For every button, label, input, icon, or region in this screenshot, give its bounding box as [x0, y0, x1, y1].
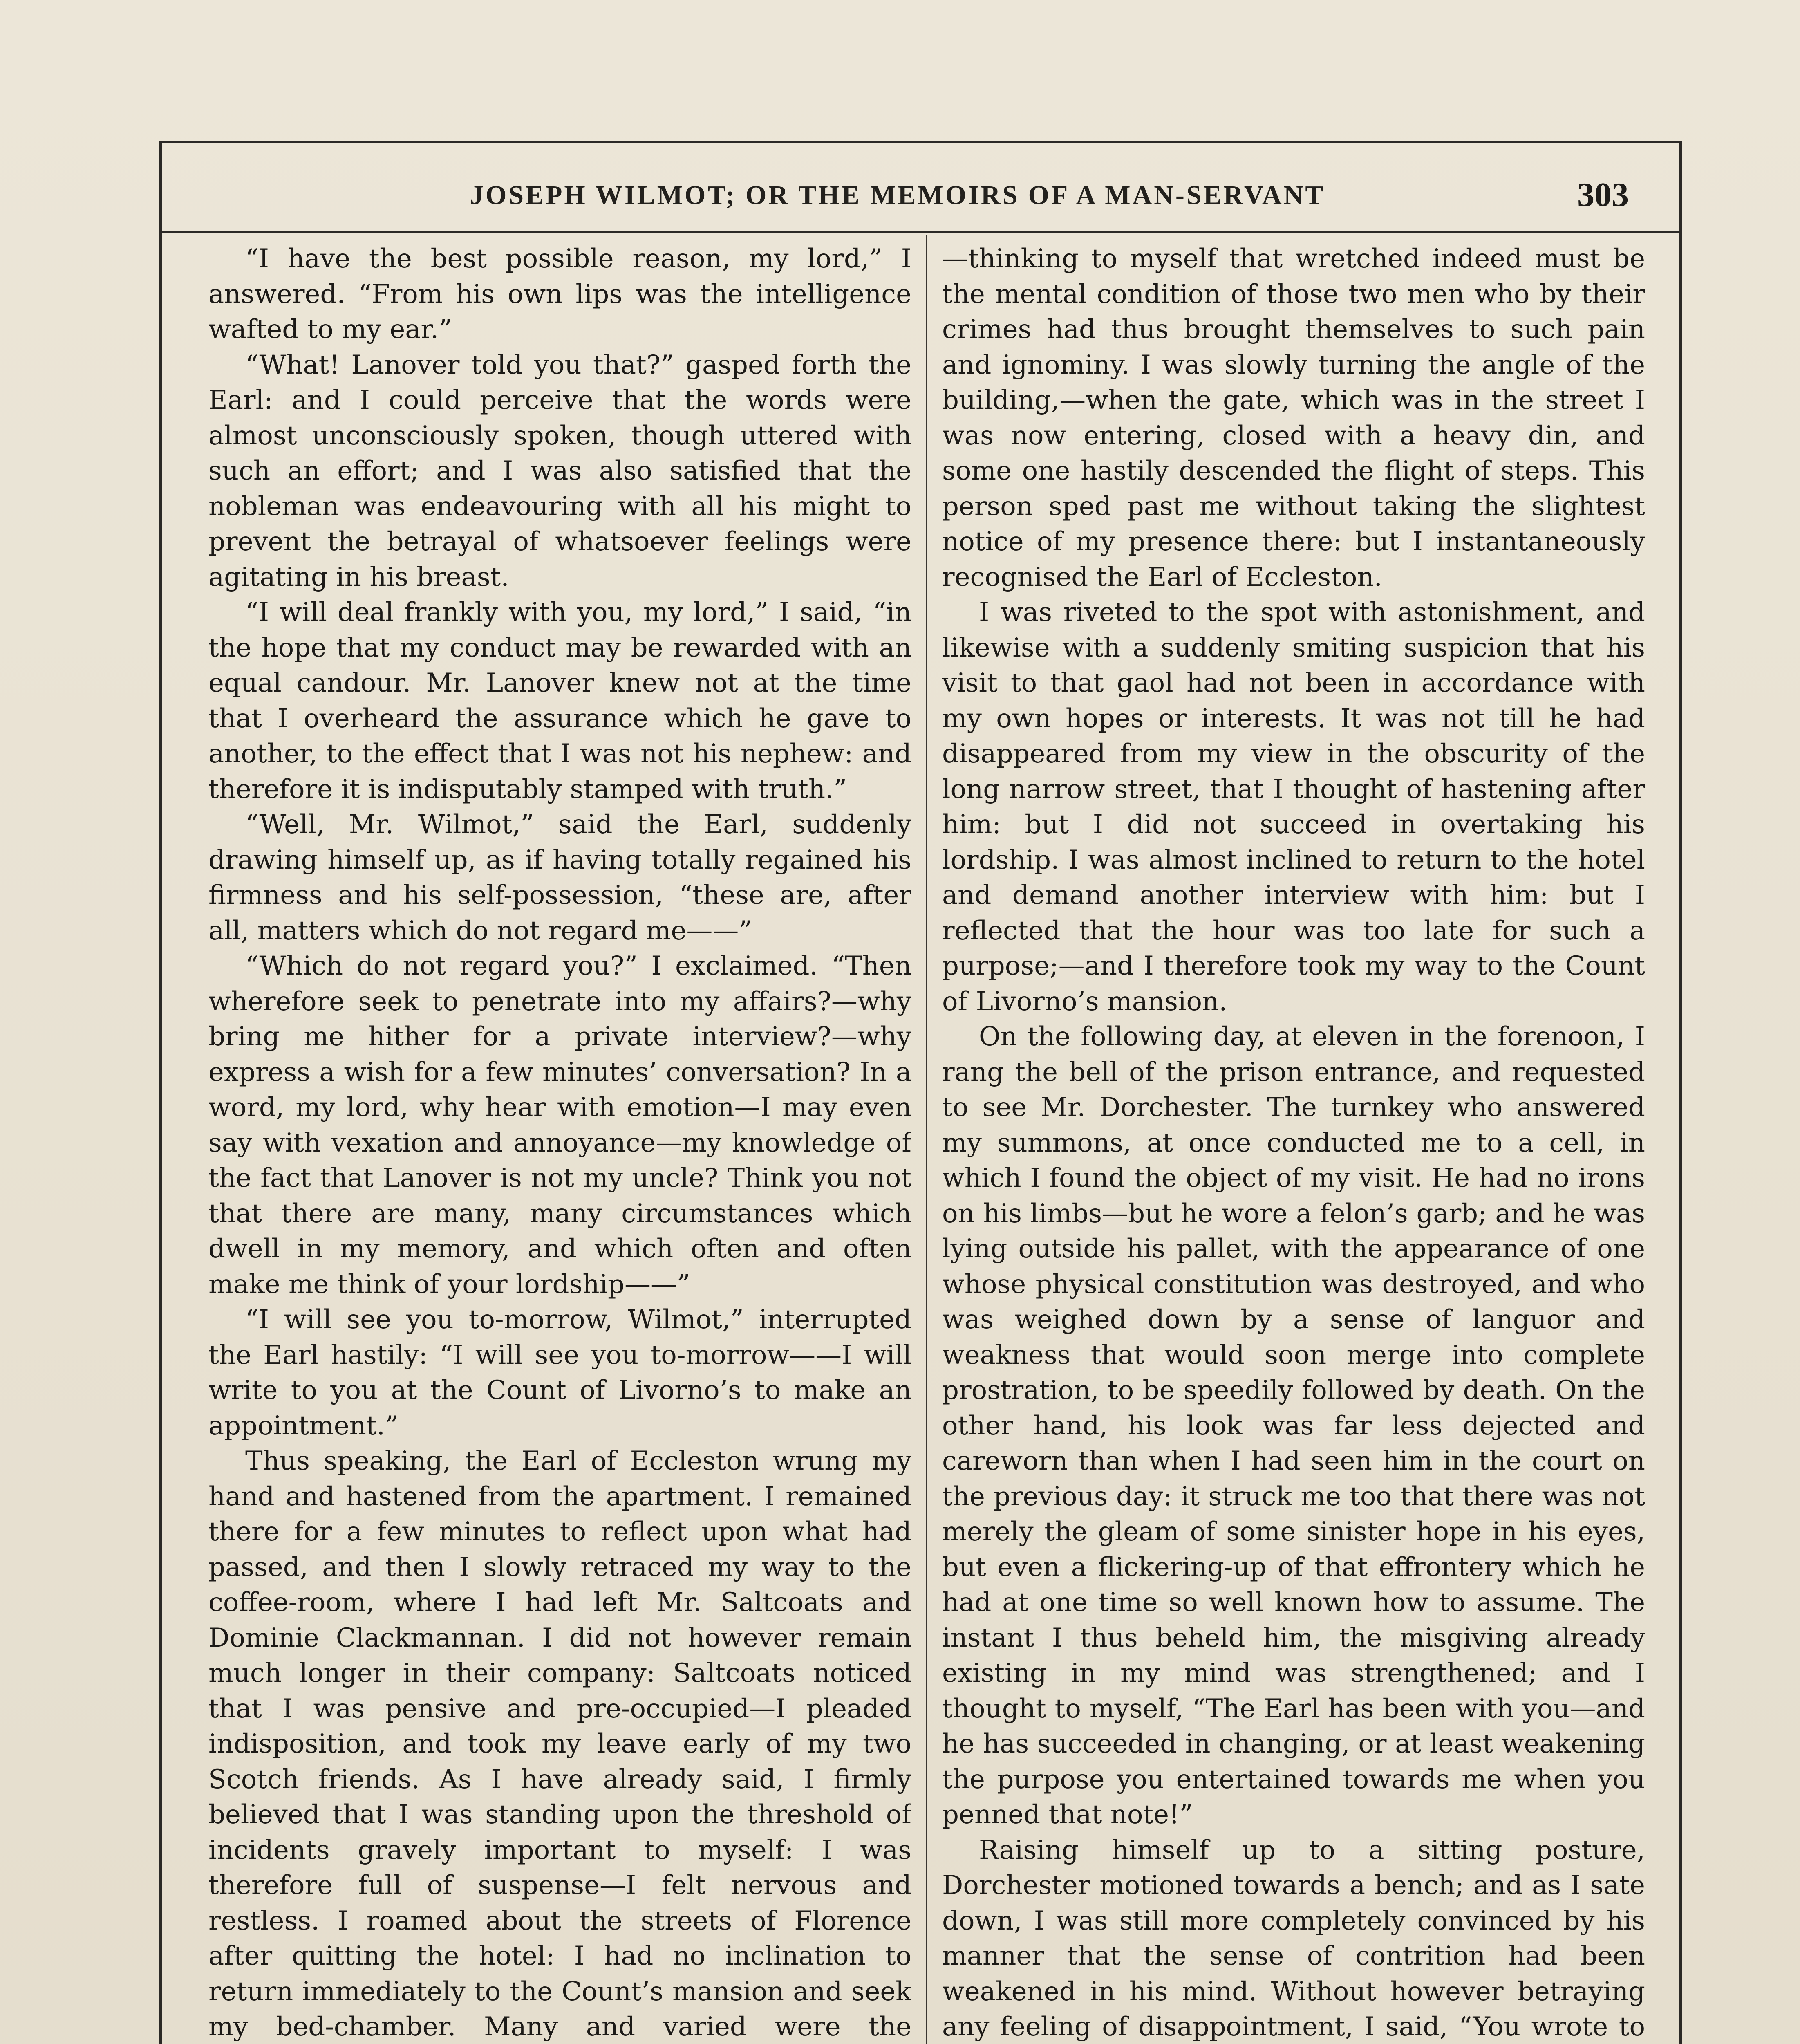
paragraph: “Which do not regard you?” I exclaimed. “Then wherefore seek to penetrate into my affairs?—why bring me hither for a private interview?—why express a wish for a few minutes’ conversation? In a word, my lord, why hear with emotion—I may even say with vexation and annoyance—my knowledge of the fact that Lanover is not my uncle? Think you not that there are many, many circumstances which dwell in my memory, and which often and often make me think of your lordship——”	[208, 951, 911, 1300]
paragraph: I was riveted to the spot with astonishment, and likewise with a suddenly smiting suspicion that his visit to that gaol had not been in accordance with my own hopes or interests. It was not till he had disappeared from my view in the obscurity of the long narrow street, that I thought of hastening after him: but I did not succeed in overtaking his lordship. I was almost inclined to return to the hotel and demand another interview with him: but I reflected that the hour was too late for such a purpose;—and I therefore took my way to the Count of Livorno’s mansion.	[942, 597, 1645, 1017]
column-divider	[926, 235, 927, 2044]
left-column	[208, 241, 911, 2044]
right-column	[942, 241, 1645, 2044]
page-number: 303	[1577, 176, 1629, 214]
paragraph: On the following day, at eleven in the forenoon, I rang the bell of the prison entrance, and requested to see Mr. Dorchester. The turnkey who answered my summons, at once conducted me to a cell, in which I found the object of my visit. He had no irons on his limbs—but he wore a felon’s garb; and he was lying outside his pallet, with the appearance of one whose physical constitution was destroyed, and who was weighed down by a sense of languor and weakness that would soon merge into complete prostration, to be speedily followed by death. On the other hand, his look was far less dejected and careworn than when I had seen him in the court on the previous day: it struck me too that there was not merely the gleam of some sinister hope in his eyes, but even a flickering-up of that effrontery which he had at one time so well known how to assume. The instant I thus beheld him, the misgiving already existing in my mind was strengthened; and I thought to myself, “The Earl has been with you—and he has succeeded in changing, or at least weakening the purpose you entertained towards me when you penned that note!”	[942, 1022, 1645, 1830]
paragraph: “Well, Mr. Wilmot,” said the Earl, suddenly drawing himself up, as if having totally regained his firmness and his self-possession, “these are, after all, matters which do not regard me——”	[208, 809, 911, 946]
running-title: JOSEPH WILMOT; OR THE MEMOIRS OF A MAN-SERVANT	[470, 180, 1325, 210]
paragraph: “I will deal frankly with you, my lord,” I said, “in the hope that my conduct may be rewarded with an equal candour. Mr. Lanover knew not at the time that I overheard the assurance which he gave to another, to the effect that I was not his nephew: and therefore it is indisputably stamped with truth.”	[208, 597, 911, 805]
paragraph: “I have the best possible reason, my lord,” I answered. “From his own lips was the intelligence wafted to my ear.”	[208, 244, 911, 345]
paragraph: “What! Lanover told you that?” gasped forth the Earl: and I could perceive that the words were almost unconsciously spoken, though uttered with such an effort; and I was also satisfied that the nobleman was endeavouring with all his might to prevent the betrayal of whatsoever feelings were agitating in his breast.	[208, 350, 911, 592]
paragraph: —thinking to myself that wretched indeed must be the mental condition of those two men who by their crimes had thus brought themselves to such pain and ignominy. I was slowly turning the angle of the building,—when the gate, which was in the street I was now entering, closed with a heavy din, and some one hastily descended the flight of steps. This person sped past me without taking the slightest notice of my presence there: but I instantaneously recognised the Earl of Eccleston.	[942, 244, 1645, 592]
paragraph: “I will see you to-morrow, Wilmot,” interrupted the Earl hastily: “I will see you to-morrow——I will write to you at the Count of Livorno’s to make an appointment.”	[208, 1304, 911, 1441]
running-header	[159, 172, 1682, 221]
header-rule	[159, 231, 1682, 233]
paragraph: Raising himself up to a sitting posture, Dorchester motioned towards a bench; and as I sate down, I was still more completely convinced by his manner that the sense of contrition had been weakened in his mind. Without however betraying any feeling of disappointment, I said, “You wrote to	[942, 1835, 1645, 2042]
paragraph: Thus speaking, the Earl of Eccleston wrung my hand and hastened from the apartment. I remained there for a few minutes to reflect upon what had passed, and then I slowly retraced my way to the coffee-room, where I had left Mr. Saltcoats and Dominie Clackmannan. I did not however remain much longer in their company: Saltcoats noticed that I was pensive and pre-occupied—I pleaded indisposition, and took my leave early of my two Scotch friends. As I have already said, I firmly believed that I was standing upon the threshold of incidents gravely important to myself: I was therefore full of suspense—I felt nervous and restless. I roamed about the streets of Florence after quitting the hotel: I had no inclination to return immediately to the Count’s mansion and seek my bed-chamber. Many and varied were the	[208, 1446, 911, 2042]
